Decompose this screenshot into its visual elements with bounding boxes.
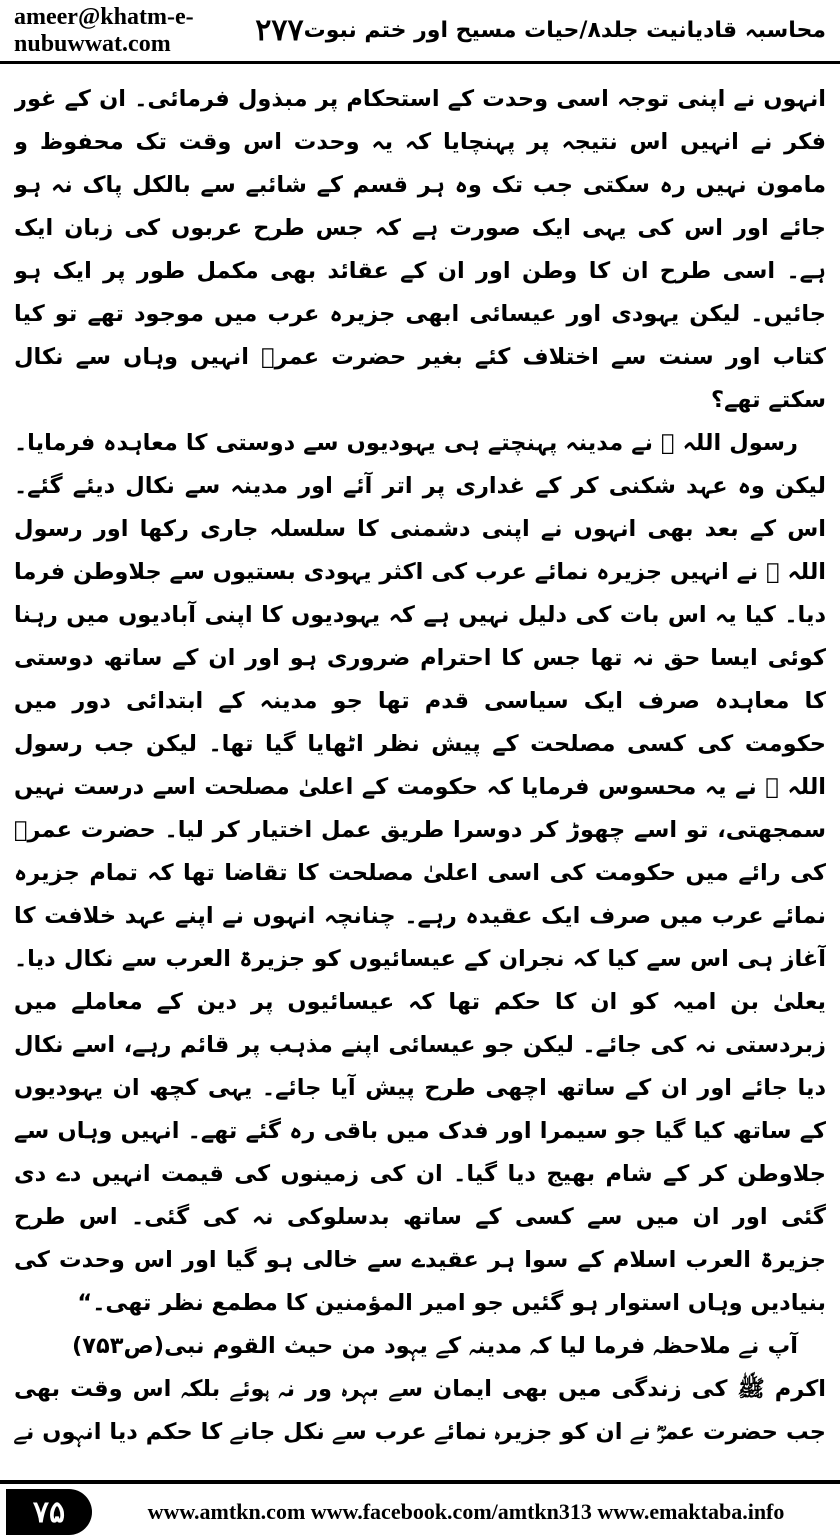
footer-links[interactable]: www.amtkn.com www.facebook.com/amtkn313 www.emaktaba.info — [147, 1499, 785, 1524]
paragraph-3: آپ نے ملاحظہ فرما لیا کہ مدینہ کے یہود من حیث القوم نبی اکرم ﷺ کی زندگی میں بھی ایمان سے بہرہ ور نہ ہوئے بلکہ اس وقت بھی جب حضرت عمرؓ نے ان کو جزیرہ نمائے عرب سے نکل جانے کا حکم دیا انہوں نے — [14, 1333, 826, 1445]
quote-text: رسول اللہ ﷺ نے مدینہ پہنچتے ہی یہودیوں سے دوستی کا معاہدہ فرمایا۔ لیکن وہ عہد شکنی کر کے غداری پر اتر آئے اور مدینہ سے نکال دیئے گئے۔ اس کے بعد بھی انہوں نے اپنی دشمنی کا سلسلہ جاری رکھا اور رسول اللہ ﷺ نے انہیں جزیرہ نمائے عرب کی اکثر یہودی بستیوں سے جلاوطن فرما دیا۔ کیا یہ اس بات کی دلیل نہیں ہے کہ یہودیوں کا اپنی آبادیوں میں رہنا کوئی ایسا حق نہ تھا جس کا احترام ضروری ہو اور ان کے ساتھ دوستی کا معاہدہ صرف ایک سیاسی قدم تھا جو مدینہ کے ابتدائی دور میں حکومت کی کسی مصلحت کے پیش نظر اٹھایا گیا تھا۔ لیکن جب رسول اللہ ﷺ نے یہ محسوس فرمایا کہ حکومت کے اعلیٰ مصلحت اسے درست نہیں سمجھتی، تو اسے چھوڑ کر دوسرا طریق عمل اختیار کر لیا۔ حضرت عمرؓ کی رائے میں حکومت کی اسی اعلیٰ مصلحت کا تقاضا تھا کہ تمام جزیرہ نمائے عرب میں صرف ایک عقیدہ رہے۔ چنانچہ انہوں نے اپنے عہد خلافت کا آغاز ہی اس سے کیا کہ نجران کے عیسائیوں کو جزیرۃ العرب سے نکال دیا۔ یعلیٰ بن امیہ کو ان کا حکم تھا کہ عیسائیوں پر دین کے معاملے میں زبردستی نہ کی جائے۔ لیکن جو عیسائی اپنے مذہب پر قائم رہے، اسے نکال دیا جائے اور ان کے ساتھ اچھی طرح پیش آیا جائے۔ یہی کچھ ان یہودیوں کے ساتھ کیا گیا جو سیمرا اور فدک میں باقی رہ گئے تھے۔ انہیں وہاں سے جلاوطن کر کے شام بھیج دیا گیا۔ ان کی زمینوں کی قیمت انہیں دے دی گئی اور ان میں سے کسی کے ساتھ بدسلوکی نہ کی گئی۔ اس طرح جزیرۃ العرب اسلام کے سوا ہر عقیدے سے خالی ہو گیا اور اس وحدت کی بنیادیں وہاں استوار ہو گئیں جو امیر المؤمنین کا مطمع نظر تھی۔“ — [14, 430, 826, 1316]
citation: (ص۷۵۳) — [72, 1333, 165, 1359]
header-page-number: ۲۷۷ — [255, 13, 304, 48]
page-footer — [0, 1480, 840, 1540]
footer-page-badge: ۷۵ — [6, 1489, 92, 1535]
paragraph-2-quote — [14, 422, 826, 1359]
header-left — [14, 4, 304, 58]
header-book-title: محاسبہ قادیانیت جلد۸/حیات مسیح اور ختم نبوت — [303, 18, 826, 43]
body-text — [14, 78, 826, 1456]
page-header — [0, 0, 840, 64]
paragraph-1: انہوں نے اپنی توجہ اسی وحدت کے استحکام پر مبذول فرمائی۔ ان کے غور فکر نے انہیں اس نتیجہ پر پہنچایا کہ یہ وحدت اس وقت تک محفوظ و مامون نہیں رہ سکتی جب تک وہ ہر قسم کے شائبے سے بالکل پاک نہ ہو جائے اور اس کی یہی ایک صورت ہے کہ جس طرح عربوں کی زبان ایک ہے۔ اسی طرح ان کا وطن اور ان کے عقائد بھی مکمل طور پر ایک ہو جائیں۔ لیکن یہودی اور عیسائی ابھی جزیرہ عرب میں موجود تھے تو کیا کتاب اور سنت سے اختلاف کئے بغیر حضرت عمرؓ انہیں وہاں سے نکال سکتے تھے؟ — [14, 86, 826, 413]
header-email[interactable]: ameer@khatm-e-nubuwwat.com — [14, 3, 194, 57]
